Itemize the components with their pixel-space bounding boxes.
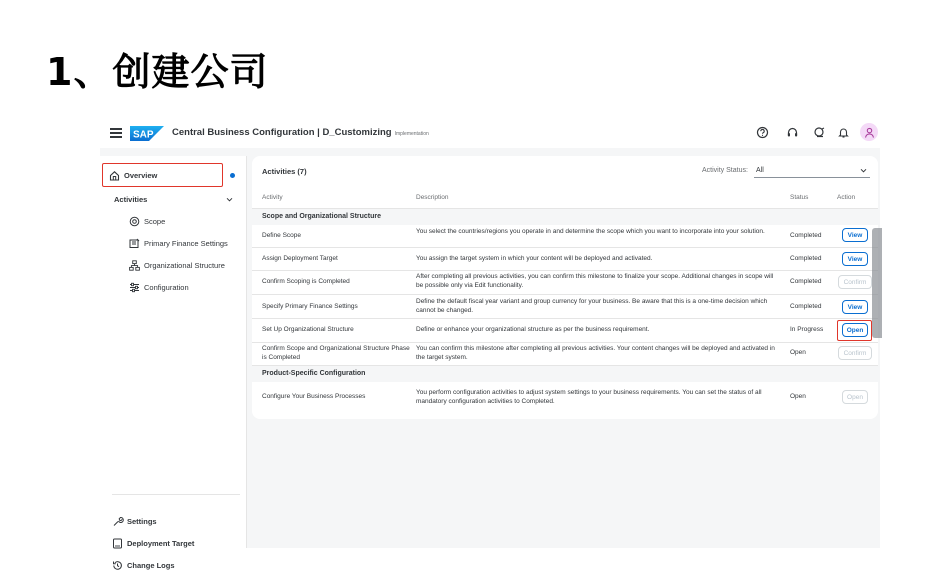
sidebar-item-label: Scope bbox=[144, 216, 166, 226]
finance-icon bbox=[129, 238, 140, 249]
row-status: Open bbox=[790, 349, 806, 356]
app-window bbox=[100, 118, 880, 570]
sidebar-item-label: Overview bbox=[124, 170, 158, 180]
open-button-highlight bbox=[837, 320, 872, 341]
group-header-product-specific: Product-Specific Configuration bbox=[252, 366, 878, 382]
activity-status-select[interactable] bbox=[754, 165, 870, 178]
sidebar-item-overview[interactable] bbox=[100, 164, 247, 186]
sap-logo[interactable] bbox=[130, 126, 164, 141]
row-activity: Confirm Scope and Organizational Structure Phase is Completed bbox=[262, 345, 410, 361]
row-description: Define or enhance your organizational structure as per the business requirement. bbox=[416, 326, 650, 333]
row-status: Completed bbox=[790, 255, 822, 262]
deployment-icon bbox=[112, 538, 123, 549]
headset-icon[interactable] bbox=[786, 126, 799, 139]
activities-panel bbox=[252, 156, 878, 419]
group-header-scope: Scope and Organizational Structure bbox=[252, 209, 878, 225]
open-button[interactable]: Open bbox=[842, 323, 868, 337]
row-status: Completed bbox=[790, 232, 822, 239]
row-activity: Define Scope bbox=[262, 232, 302, 239]
sidebar-group-label: Activities bbox=[114, 194, 148, 204]
column-header-activity: Activity bbox=[262, 194, 283, 201]
sidebar-item-scope[interactable] bbox=[100, 210, 247, 232]
configuration-icon bbox=[129, 282, 140, 293]
user-icon bbox=[864, 127, 875, 138]
row-divider bbox=[252, 270, 878, 271]
panel-title: Activities (7) bbox=[262, 167, 307, 176]
chevron-down-icon bbox=[860, 167, 867, 174]
row-divider bbox=[252, 342, 878, 343]
org-structure-icon bbox=[129, 260, 140, 271]
sidebar-item-label: Change Logs bbox=[127, 560, 175, 570]
sidebar-item-organizational-structure[interactable] bbox=[100, 254, 247, 276]
sidebar-item-label: Settings bbox=[127, 516, 157, 526]
page-heading: 1、创建公司 bbox=[46, 50, 269, 94]
row-status: Open bbox=[790, 393, 806, 400]
sidebar-group-activities[interactable] bbox=[100, 188, 247, 210]
row-divider bbox=[252, 318, 878, 319]
app-title-text: Central Business Configuration | D_Customizing bbox=[172, 127, 392, 138]
sidebar-item-change-logs[interactable] bbox=[100, 554, 247, 576]
row-description: You can confirm this milestone after completing all previous activities. Your content changes will be deployed and activated in the target system. bbox=[416, 345, 775, 361]
home-icon bbox=[109, 170, 120, 181]
row-divider bbox=[252, 294, 878, 295]
row-description: You select the countries/regions you operate in and determine the scope which you want to incorporate into your solution. bbox=[416, 228, 765, 235]
view-button[interactable]: View bbox=[842, 252, 868, 266]
svg-text:SAP: SAP bbox=[133, 129, 154, 141]
avatar[interactable] bbox=[860, 123, 878, 141]
view-button[interactable]: View bbox=[842, 228, 868, 242]
activity-status-value: All bbox=[756, 167, 764, 174]
row-status: Completed bbox=[790, 303, 822, 310]
sidebar-item-deployment-target[interactable] bbox=[100, 532, 247, 554]
selected-indicator bbox=[230, 173, 235, 178]
menu-icon[interactable] bbox=[110, 128, 122, 138]
row-divider bbox=[252, 247, 878, 248]
row-activity: Assign Deployment Target bbox=[262, 255, 338, 262]
sidebar-item-label: Primary Finance Settings bbox=[144, 238, 228, 248]
row-activity: Specify Primary Finance Settings bbox=[262, 303, 358, 310]
view-button[interactable]: View bbox=[842, 300, 868, 314]
open-button[interactable]: Open bbox=[842, 390, 868, 404]
row-description: Define the default fiscal year variant and group currency for your business. Be aware that this is a one-time decision which cannot be changed. bbox=[416, 298, 768, 314]
sidebar-item-label: Organizational Structure bbox=[144, 260, 225, 270]
column-header-status: Status bbox=[790, 194, 809, 201]
column-header-description: Description bbox=[416, 194, 449, 201]
sidebar-divider bbox=[112, 494, 240, 495]
bell-icon[interactable] bbox=[837, 126, 850, 139]
sidebar bbox=[100, 156, 247, 570]
sidebar-item-label: Deployment Target bbox=[127, 538, 195, 548]
row-activity: Configure Your Business Processes bbox=[262, 393, 366, 400]
help-icon[interactable] bbox=[756, 126, 769, 139]
column-header-action: Action bbox=[837, 194, 856, 201]
row-status: Completed bbox=[790, 278, 822, 285]
sidebar-item-settings[interactable] bbox=[100, 510, 247, 532]
sidebar-item-configuration[interactable] bbox=[100, 276, 247, 298]
app-title bbox=[172, 127, 429, 138]
confirm-button[interactable]: Confirm bbox=[838, 346, 872, 360]
history-icon bbox=[112, 560, 123, 571]
app-subtitle: Implementation bbox=[394, 131, 429, 137]
shell-bar bbox=[100, 118, 880, 148]
scope-icon bbox=[129, 216, 140, 227]
chevron-down-icon bbox=[226, 196, 233, 203]
row-activity: Confirm Scoping is Completed bbox=[262, 278, 350, 285]
confirm-button[interactable]: Confirm bbox=[838, 275, 872, 289]
row-description: You perform configuration activities to adjust system settings to your business requirements. You can set the status of all mandatory configuration activities to Completed. bbox=[416, 389, 762, 405]
activity-status-label: Activity Status: bbox=[702, 167, 748, 174]
sidebar-item-primary-finance-settings[interactable] bbox=[100, 232, 247, 254]
row-status: In Progress bbox=[790, 326, 824, 333]
row-activity: Set Up Organizational Structure bbox=[262, 326, 354, 333]
sidebar-item-label: Configuration bbox=[144, 282, 189, 292]
side-widget[interactable] bbox=[872, 228, 882, 338]
row-description: After completing all previous activities, you can confirm this milestone to finalize your scope. Additional changes in scope will be possible only via Edit functionality. bbox=[416, 273, 774, 289]
settings-icon bbox=[112, 516, 123, 527]
notification-icon[interactable] bbox=[813, 126, 826, 139]
row-description: You assign the target system in which your content will be deployed and activated. bbox=[416, 255, 653, 262]
